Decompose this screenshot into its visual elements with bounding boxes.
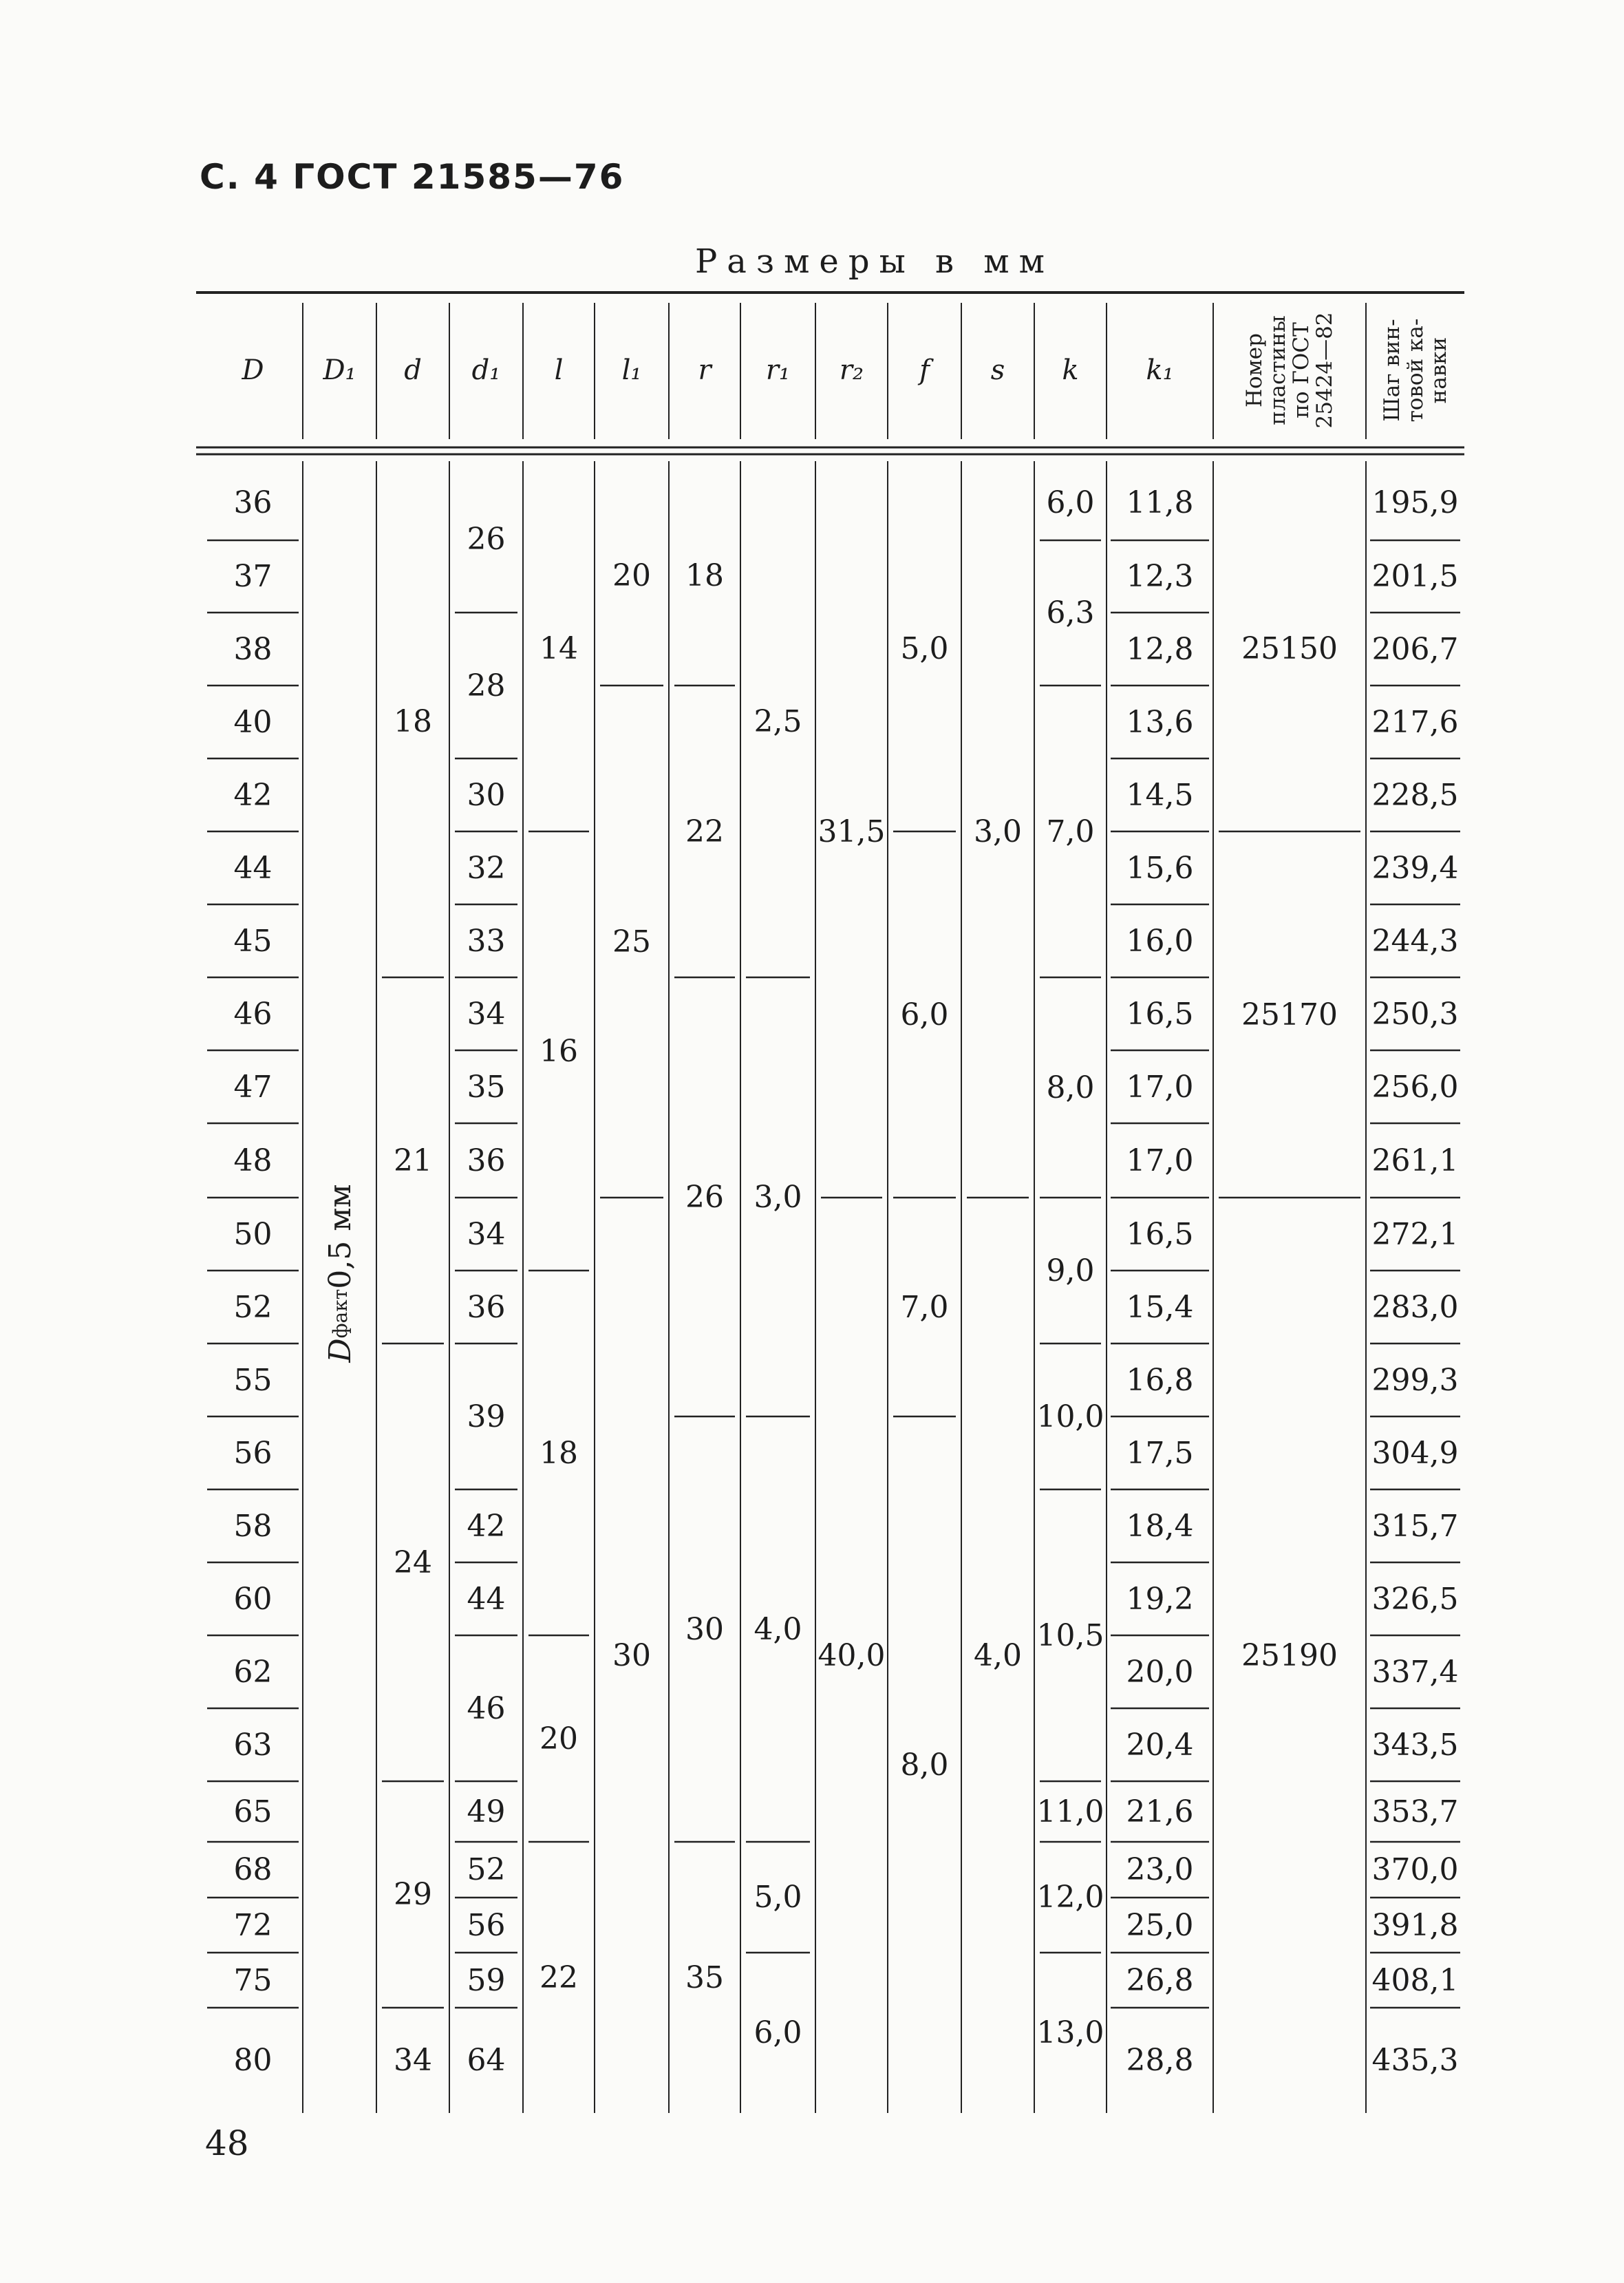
cell-d1: 46 bbox=[467, 1690, 506, 1726]
cell-d1: 33 bbox=[467, 923, 506, 959]
cell-k1: 16,5 bbox=[1126, 1216, 1194, 1252]
cell-k1: 19,2 bbox=[1126, 1581, 1194, 1617]
cell-d1: 64 bbox=[467, 2043, 506, 2078]
cell-pitch: 391,8 bbox=[1371, 1907, 1459, 1943]
cell-k1: 20,0 bbox=[1126, 1654, 1194, 1690]
cell-d: 75 bbox=[233, 1962, 273, 1998]
cell-d: 24 bbox=[394, 1544, 432, 1580]
cell-d1: 49 bbox=[467, 1794, 506, 1829]
cell-pitch: 435,3 bbox=[1371, 2043, 1459, 2078]
cell-f: 5,0 bbox=[900, 630, 949, 666]
column-header: l₁ bbox=[621, 354, 642, 386]
cell-d1: 59 bbox=[467, 1962, 506, 1998]
cell-d: 42 bbox=[233, 777, 273, 813]
cell-d: 63 bbox=[233, 1727, 273, 1763]
cell-k1: 16,5 bbox=[1126, 996, 1194, 1032]
cell-k1: 28,8 bbox=[1126, 2043, 1194, 2078]
cell-d: 52 bbox=[233, 1289, 273, 1325]
cell-k1: 17,0 bbox=[1126, 1143, 1194, 1178]
cell-k: 7,0 bbox=[1046, 814, 1095, 849]
column-header: r bbox=[698, 354, 712, 386]
cell-f: 8,0 bbox=[900, 1747, 949, 1783]
cell-k1: 18,4 bbox=[1126, 1508, 1194, 1544]
cell-pitch: 353,7 bbox=[1371, 1794, 1459, 1829]
cell-pitch: 299,3 bbox=[1371, 1362, 1459, 1398]
cell-r: 30 bbox=[685, 1611, 724, 1647]
cell-d: 46 bbox=[233, 996, 273, 1032]
cell-k: 8,0 bbox=[1046, 1070, 1095, 1105]
cell-k1: 26,8 bbox=[1126, 1962, 1194, 1998]
cell-d: 45 bbox=[233, 923, 273, 959]
cell-d: 44 bbox=[233, 850, 273, 886]
cell-k: 10,5 bbox=[1036, 1617, 1104, 1653]
cell-d: 36 bbox=[233, 485, 273, 520]
cell-pitch: 244,3 bbox=[1371, 923, 1459, 959]
column-header-groove-pitch: Шаг вин- товой ка- навки bbox=[1379, 318, 1451, 422]
cell-d1: 39 bbox=[467, 1399, 506, 1434]
column-header: l bbox=[554, 354, 564, 386]
cell-r1: 5,0 bbox=[754, 1880, 802, 1915]
cell-l1: 30 bbox=[612, 1637, 651, 1673]
cell-f: 6,0 bbox=[900, 997, 949, 1032]
page-number: 48 bbox=[205, 2123, 249, 2163]
cell-d: 47 bbox=[233, 1069, 273, 1105]
cell-d: 50 bbox=[233, 1216, 273, 1252]
cell-s: 4,0 bbox=[974, 1637, 1022, 1673]
cell-d1: 34 bbox=[467, 1216, 506, 1252]
column-header: D bbox=[242, 354, 264, 386]
cell-d1: 30 bbox=[467, 777, 506, 813]
cell-plate: 25190 bbox=[1241, 1637, 1338, 1673]
cell-d: 29 bbox=[394, 1877, 432, 1912]
column-header: f bbox=[919, 354, 930, 386]
cell-plate: 25170 bbox=[1241, 997, 1338, 1032]
column-header: d bbox=[404, 354, 422, 386]
d1-tolerance-note: D факт 0,5 мм bbox=[322, 1184, 357, 1363]
cell-pitch: 239,4 bbox=[1371, 850, 1459, 886]
cell-d: 58 bbox=[233, 1508, 273, 1544]
cell-l: 20 bbox=[539, 1721, 578, 1756]
cell-pitch: 283,0 bbox=[1371, 1289, 1459, 1325]
cell-pitch: 228,5 bbox=[1371, 777, 1459, 813]
cell-d: 34 bbox=[394, 2043, 432, 2078]
cell-k: 13,0 bbox=[1036, 2015, 1104, 2050]
cell-d1: 42 bbox=[467, 1508, 506, 1544]
cell-l: 14 bbox=[539, 630, 578, 666]
cell-d: 38 bbox=[233, 631, 273, 667]
cell-k1: 11,8 bbox=[1126, 485, 1194, 520]
cell-k1: 15,6 bbox=[1126, 850, 1194, 886]
column-header: d₁ bbox=[471, 354, 501, 386]
cell-k: 6,0 bbox=[1046, 485, 1095, 520]
cell-d: 40 bbox=[233, 704, 273, 740]
cell-l1: 25 bbox=[612, 924, 651, 959]
cell-d1: 44 bbox=[467, 1581, 506, 1617]
page-header: С. 4 ГОСТ 21585—76 bbox=[200, 157, 625, 197]
cell-d1: 35 bbox=[467, 1069, 506, 1105]
cell-k1: 12,3 bbox=[1126, 559, 1194, 594]
cell-d: 18 bbox=[394, 703, 432, 739]
cell-k1: 21,6 bbox=[1126, 1794, 1194, 1829]
cell-pitch: 256,0 bbox=[1371, 1069, 1459, 1105]
cell-pitch: 315,7 bbox=[1371, 1508, 1459, 1544]
cell-k1: 16,8 bbox=[1126, 1362, 1194, 1398]
cell-pitch: 250,3 bbox=[1371, 996, 1459, 1032]
cell-plate: 25150 bbox=[1241, 630, 1338, 666]
cell-d1: 56 bbox=[467, 1907, 506, 1943]
cell-d: 68 bbox=[233, 1852, 273, 1887]
cell-l: 18 bbox=[539, 1435, 578, 1471]
cell-pitch: 304,9 bbox=[1371, 1435, 1459, 1471]
cell-d: 65 bbox=[233, 1794, 273, 1829]
column-header: r₂ bbox=[839, 354, 864, 386]
cell-d1: 26 bbox=[467, 521, 506, 557]
cell-k1: 13,6 bbox=[1126, 704, 1194, 740]
cell-d: 48 bbox=[233, 1143, 273, 1178]
column-header: k₁ bbox=[1146, 354, 1174, 386]
cell-k1: 16,0 bbox=[1126, 923, 1194, 959]
cell-l: 22 bbox=[539, 1960, 578, 1995]
cell-r1: 2,5 bbox=[754, 703, 802, 739]
cell-r: 22 bbox=[685, 814, 724, 849]
cell-d: 37 bbox=[233, 559, 273, 594]
cell-d: 21 bbox=[394, 1143, 432, 1178]
cell-k: 6,3 bbox=[1046, 595, 1095, 630]
table-subtitle: Размеры в мм bbox=[695, 242, 1054, 281]
cell-r: 26 bbox=[685, 1179, 724, 1215]
cell-d: 60 bbox=[233, 1581, 273, 1617]
cell-k1: 12,8 bbox=[1126, 631, 1194, 667]
cell-d1: 52 bbox=[467, 1852, 506, 1887]
column-header: D₁ bbox=[323, 354, 356, 386]
cell-pitch: 195,9 bbox=[1371, 485, 1459, 520]
cell-pitch: 343,5 bbox=[1371, 1727, 1459, 1763]
cell-d1: 32 bbox=[467, 850, 506, 886]
cell-pitch: 261,1 bbox=[1371, 1143, 1459, 1178]
cell-d1: 36 bbox=[467, 1143, 506, 1178]
cell-pitch: 217,6 bbox=[1371, 704, 1459, 740]
cell-r1: 6,0 bbox=[754, 2015, 802, 2050]
cell-k1: 17,0 bbox=[1126, 1069, 1194, 1105]
cell-r: 35 bbox=[685, 1960, 724, 1995]
cell-k1: 25,0 bbox=[1126, 1907, 1194, 1943]
cell-k: 10,0 bbox=[1036, 1399, 1104, 1434]
cell-k1: 20,4 bbox=[1126, 1727, 1194, 1763]
cell-k: 9,0 bbox=[1046, 1253, 1095, 1288]
cell-k1: 15,4 bbox=[1126, 1289, 1194, 1325]
cell-pitch: 370,0 bbox=[1371, 1852, 1459, 1887]
cell-r2: 40,0 bbox=[818, 1637, 886, 1673]
cell-d: 55 bbox=[233, 1362, 273, 1398]
cell-pitch: 326,5 bbox=[1371, 1581, 1459, 1617]
cell-k: 11,0 bbox=[1036, 1794, 1104, 1829]
cell-k1: 23,0 bbox=[1126, 1852, 1194, 1887]
column-header: k bbox=[1062, 354, 1079, 386]
cell-s: 3,0 bbox=[974, 814, 1022, 849]
column-header: r₁ bbox=[765, 354, 791, 386]
cell-d: 62 bbox=[233, 1654, 273, 1690]
cell-d: 56 bbox=[233, 1435, 273, 1471]
cell-r2: 31,5 bbox=[818, 814, 886, 849]
cell-k1: 14,5 bbox=[1126, 777, 1194, 813]
cell-d: 80 bbox=[233, 2043, 273, 2078]
cell-l1: 20 bbox=[612, 558, 651, 593]
column-header-plate-number: Номер пластины по ГОСТ 25424—82 bbox=[1242, 311, 1337, 429]
cell-pitch: 206,7 bbox=[1371, 631, 1459, 667]
cell-pitch: 337,4 bbox=[1371, 1654, 1459, 1690]
cell-pitch: 272,1 bbox=[1371, 1216, 1459, 1252]
cell-k: 12,0 bbox=[1036, 1880, 1104, 1915]
cell-d1: 28 bbox=[467, 668, 506, 703]
cell-d1: 34 bbox=[467, 996, 506, 1032]
cell-f: 7,0 bbox=[900, 1289, 949, 1325]
cell-k1: 17,5 bbox=[1126, 1435, 1194, 1471]
cell-d: 72 bbox=[233, 1907, 273, 1943]
column-header: s bbox=[990, 354, 1005, 386]
cell-pitch: 408,1 bbox=[1371, 1962, 1459, 1998]
cell-r: 18 bbox=[685, 558, 724, 593]
cell-d1: 36 bbox=[467, 1289, 506, 1325]
cell-pitch: 201,5 bbox=[1371, 559, 1459, 594]
cell-r1: 4,0 bbox=[754, 1611, 802, 1647]
cell-l: 16 bbox=[539, 1033, 578, 1069]
cell-r1: 3,0 bbox=[754, 1179, 802, 1215]
